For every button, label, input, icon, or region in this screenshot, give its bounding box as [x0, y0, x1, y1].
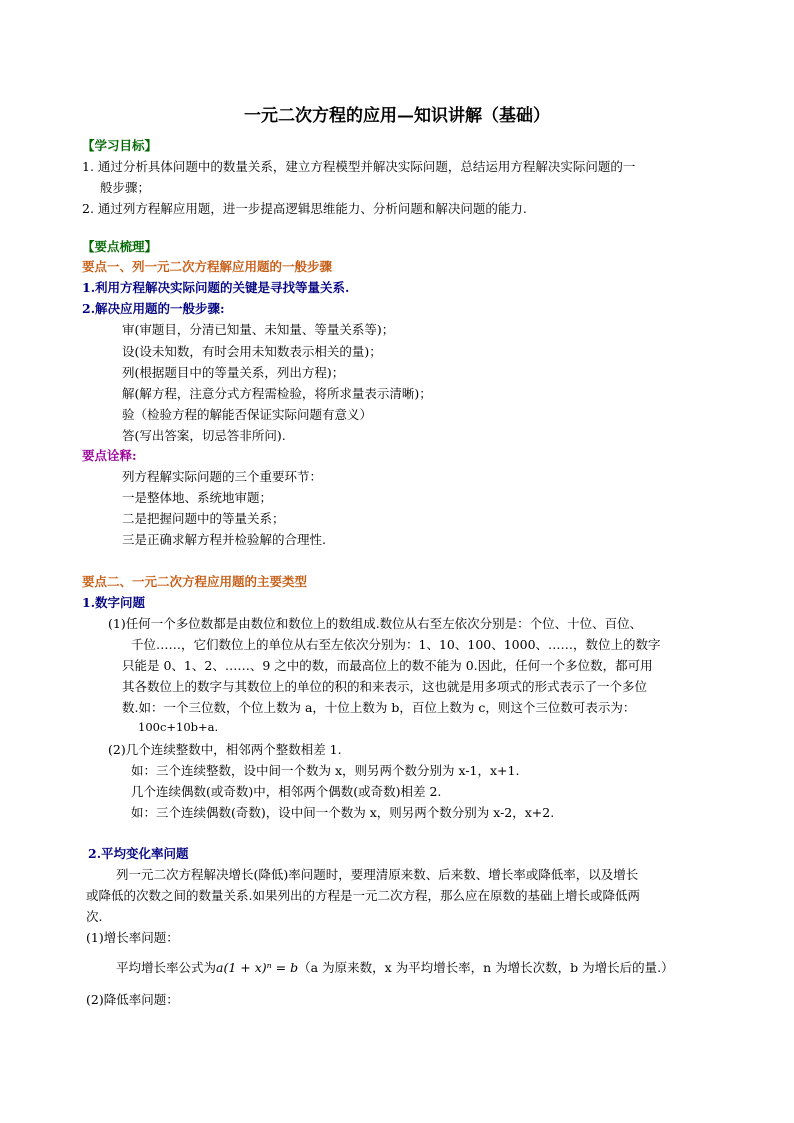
note-title: 要点诠释: [82, 448, 137, 463]
step-solve: 解(解方程，注意分式方程需检验，将所求量表示清晰)； [122, 386, 432, 401]
digit-line-even-odd: 几个连续偶数(或奇数)中，相邻两个偶数(或奇数)相差 2. [131, 784, 442, 799]
digit-line-1: (1)任何一个多位数都是由数位和数位上的数组成.数位从右至左依次分别是：个位、十位、百位、 [108, 616, 643, 631]
digit-line-consecutive: (2)几个连续整数中，相邻两个整数相差 1. [108, 742, 342, 757]
growth-title: (1)增长率问题： [86, 930, 179, 945]
point2-sub1: 1.数字问题 [82, 595, 146, 610]
point2-sub2: 2.平均变化率问题 [88, 846, 189, 861]
page-title: 一元二次方程的应用—知识讲解（基础） [244, 106, 550, 126]
rate-line-2: 或降低的次数之间的数量关系.如果列出的方程是一元二次方程，那么应在原数的基础上增长或降低两 [86, 888, 640, 903]
digit-line-example-1: 如：三个连续整数，设中间一个数为 x，则另两个数分别为 x-1，x+1. [131, 763, 520, 778]
goal-item-2: 2. 通过列方程解应用题，进一步提高逻辑思维能力、分析问题和解决问题的能力. [82, 201, 527, 216]
rate-line-3: 次. [86, 909, 103, 924]
growth-prefix: 平均增长率公式为 [116, 960, 217, 975]
step-list: 列(根据题目中的等量关系，列出方程)； [122, 365, 345, 380]
growth-formula-line [116, 960, 674, 975]
growth-formula: a(1 + x)ⁿ = b [216, 960, 299, 975]
note-line-4: 三是正确求解方程并检验解的合理性. [122, 532, 326, 547]
decline-title: (2)降低率问题： [86, 992, 179, 1007]
note-line-2: 一是整体地、系统地审题； [122, 490, 273, 505]
digit-formula: 100c+10b+a. [138, 720, 219, 734]
digit-line-2: 千位……，它们数位上的单位从右至左依次分别为：1、10、100、1000、……，数位上的数字 [131, 637, 661, 652]
digit-line-5: 数.如：一个三位数，个位上数为 a，十位上数为 b，百位上数为 c，则这个三位数可表示为： [122, 700, 636, 715]
point1-sub2: 2.解决应用题的一般步骤: [82, 301, 225, 316]
point1-title: 要点一、列一元二次方程解应用题的一般步骤 [82, 259, 333, 274]
review-heading: 【要点梳理】 [82, 239, 158, 254]
step-review: 审(审题目，分清已知量、未知量、等量关系等)； [122, 322, 395, 337]
digit-line-4: 其各数位上的数字与其数位上的单位的积的和来表示，这也就是用多项式的形式表示了一个多位 [122, 679, 648, 694]
step-set: 设(设未知数，有时会用未知数表示相关的量)； [122, 344, 382, 359]
note-line-3: 二是把握问题中的等量关系； [122, 511, 285, 526]
goal-item-1-cont: 般步骤； [100, 180, 151, 195]
note-line-1: 列方程解实际问题的三个重要环节： [122, 469, 323, 484]
growth-suffix: （a 为原来数，x 为平均增长率，n 为增长次数，b 为增长后的量.） [298, 960, 674, 975]
rate-line-1: 列一元二次方程解决增长(降低)率问题时，要理清原来数、后来数、增长率或降低率，以及增长 [116, 867, 639, 882]
digit-line-example-2: 如：三个连续偶数(奇数)，设中间一个数为 x，则另两个数分别为 x-2，x+2. [131, 805, 555, 820]
goal-item-1: 1. 通过分析具体问题中的数量关系，建立方程模型并解决实际问题，总结运用方程解决实际问题的一 [82, 159, 636, 174]
step-answer: 答(写出答案，切忌答非所问). [122, 428, 286, 443]
point2-title: 要点二、一元二次方程应用题的主要类型 [82, 574, 308, 589]
digit-line-3: 只能是 0、1、2、……、9 之中的数，而最高位上的数不能为 0.因此，任何一个多位数，都可用 [122, 658, 653, 673]
goals-heading: 【学习目标】 [82, 138, 158, 153]
step-check: 验（检验方程的解能否保证实际问题有意义） [122, 407, 373, 422]
point1-sub1: 1.利用方程解决实际问题的关键是寻找等量关系. [82, 280, 350, 295]
